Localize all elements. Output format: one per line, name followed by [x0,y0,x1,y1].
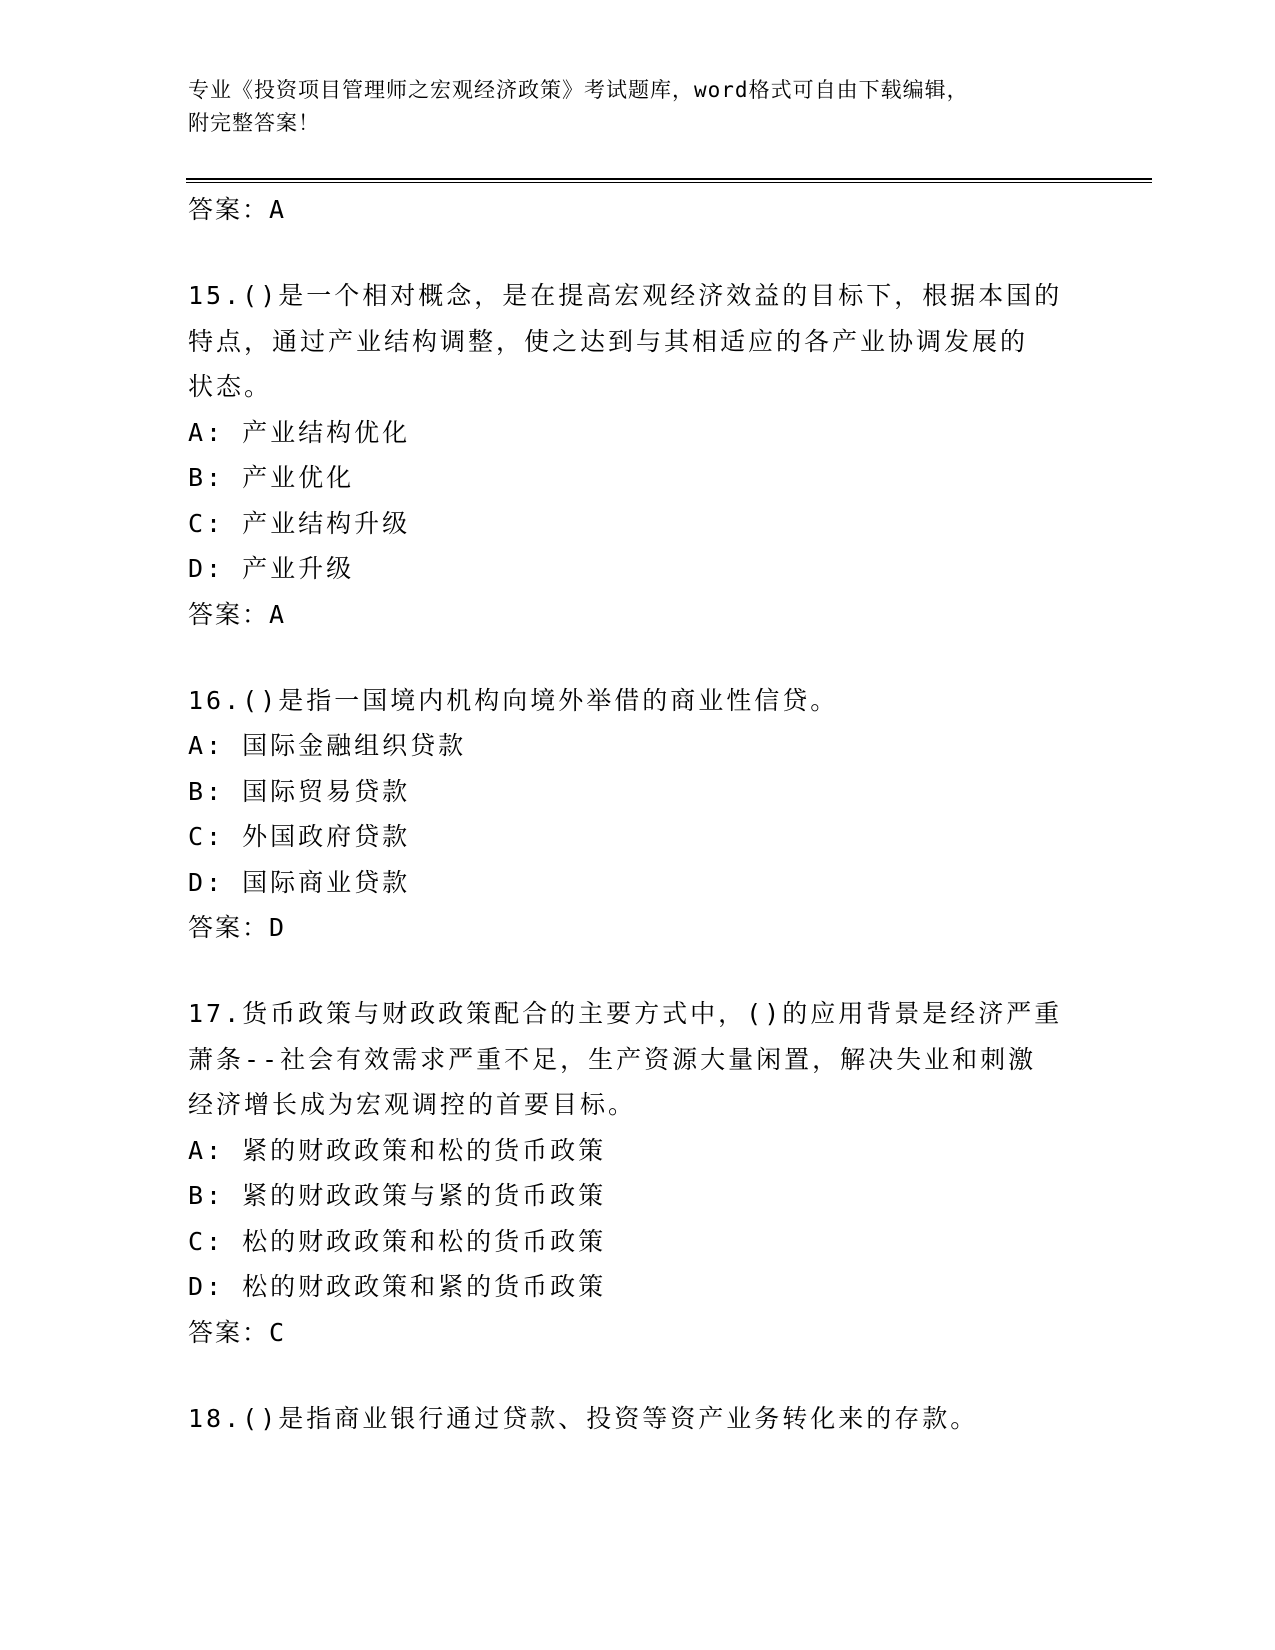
answer-prefix: 答案： [188,913,270,942]
header-divider-thick [186,178,1152,180]
answer-line [188,592,1088,638]
answer-option: D: 松的财政政策和紧的货币政策 [188,1272,607,1301]
question-stem-line: 15.()是一个相对概念，是在提高宏观经济效益的目标下，根据本国的 [188,281,1063,310]
question-block [188,273,1088,638]
answer-value: A [269,599,287,629]
answer-line [188,187,1088,233]
header-line-1: 专业《投资项目管理师之宏观经济政策》考试题库，word格式可自由下载编辑， [188,78,969,102]
question-stem-line: 萧条--社会有效需求严重不足，生产资源大量闲置，解决失业和刺激 [188,1044,1037,1074]
question-stem-line: 17.货币政策与财政政策配合的主要方式中，()的应用背景是经济严重 [188,999,1063,1028]
answer-option: B: 国际贸易贷款 [188,776,411,806]
question-list [188,187,1088,1441]
question-stem-line: 特点，通过产业结构调整，使之达到与其相适应的各产业协调发展的 [188,326,1029,356]
page-header [188,74,1068,140]
answer-option: D: 国际商业贷款 [188,867,411,897]
answer-value: D [269,913,287,942]
question-stem-line: 16.()是指一国境内机构向境外举借的商业性信贷。 [188,685,839,715]
answer-prefix: 答案： [188,1317,270,1347]
answer-option: A: 国际金融组织贷款 [188,731,467,760]
question-block [188,1396,1088,1442]
answer-option: C: 产业结构升级 [188,508,411,538]
answer-value: A [269,195,287,224]
question-stem-line: 经济增长成为宏观调控的首要目标。 [188,1090,637,1119]
answer-value: C [269,1317,287,1347]
answer-option: A: 紧的财政政策和松的货币政策 [188,1135,607,1165]
questions-container [188,273,1088,1441]
answer-option: A: 产业结构优化 [188,417,411,447]
question-block [188,678,1088,952]
answer-option: C: 松的财政政策和松的货币政策 [188,1226,607,1256]
answer-prefix: 答案： [188,599,270,629]
answer-line [188,1310,1088,1356]
header-line-2: 附完整答案！ [188,111,320,135]
header-divider-thin [186,182,1152,183]
answer-option: C: 外国政府贷款 [188,822,411,851]
question-stem-line: 状态。 [188,372,273,401]
answer-prefix: 答案： [188,195,270,224]
answer-option: D: 产业升级 [188,554,355,583]
answer-line [188,905,1088,951]
answer-option: B: 产业优化 [188,463,355,492]
question-block [188,991,1088,1356]
question-stem-line: 18.()是指商业银行通过贷款、投资等资产业务转化来的存款。 [188,1403,979,1433]
answer-option: B: 紧的财政政策与紧的货币政策 [188,1181,607,1210]
